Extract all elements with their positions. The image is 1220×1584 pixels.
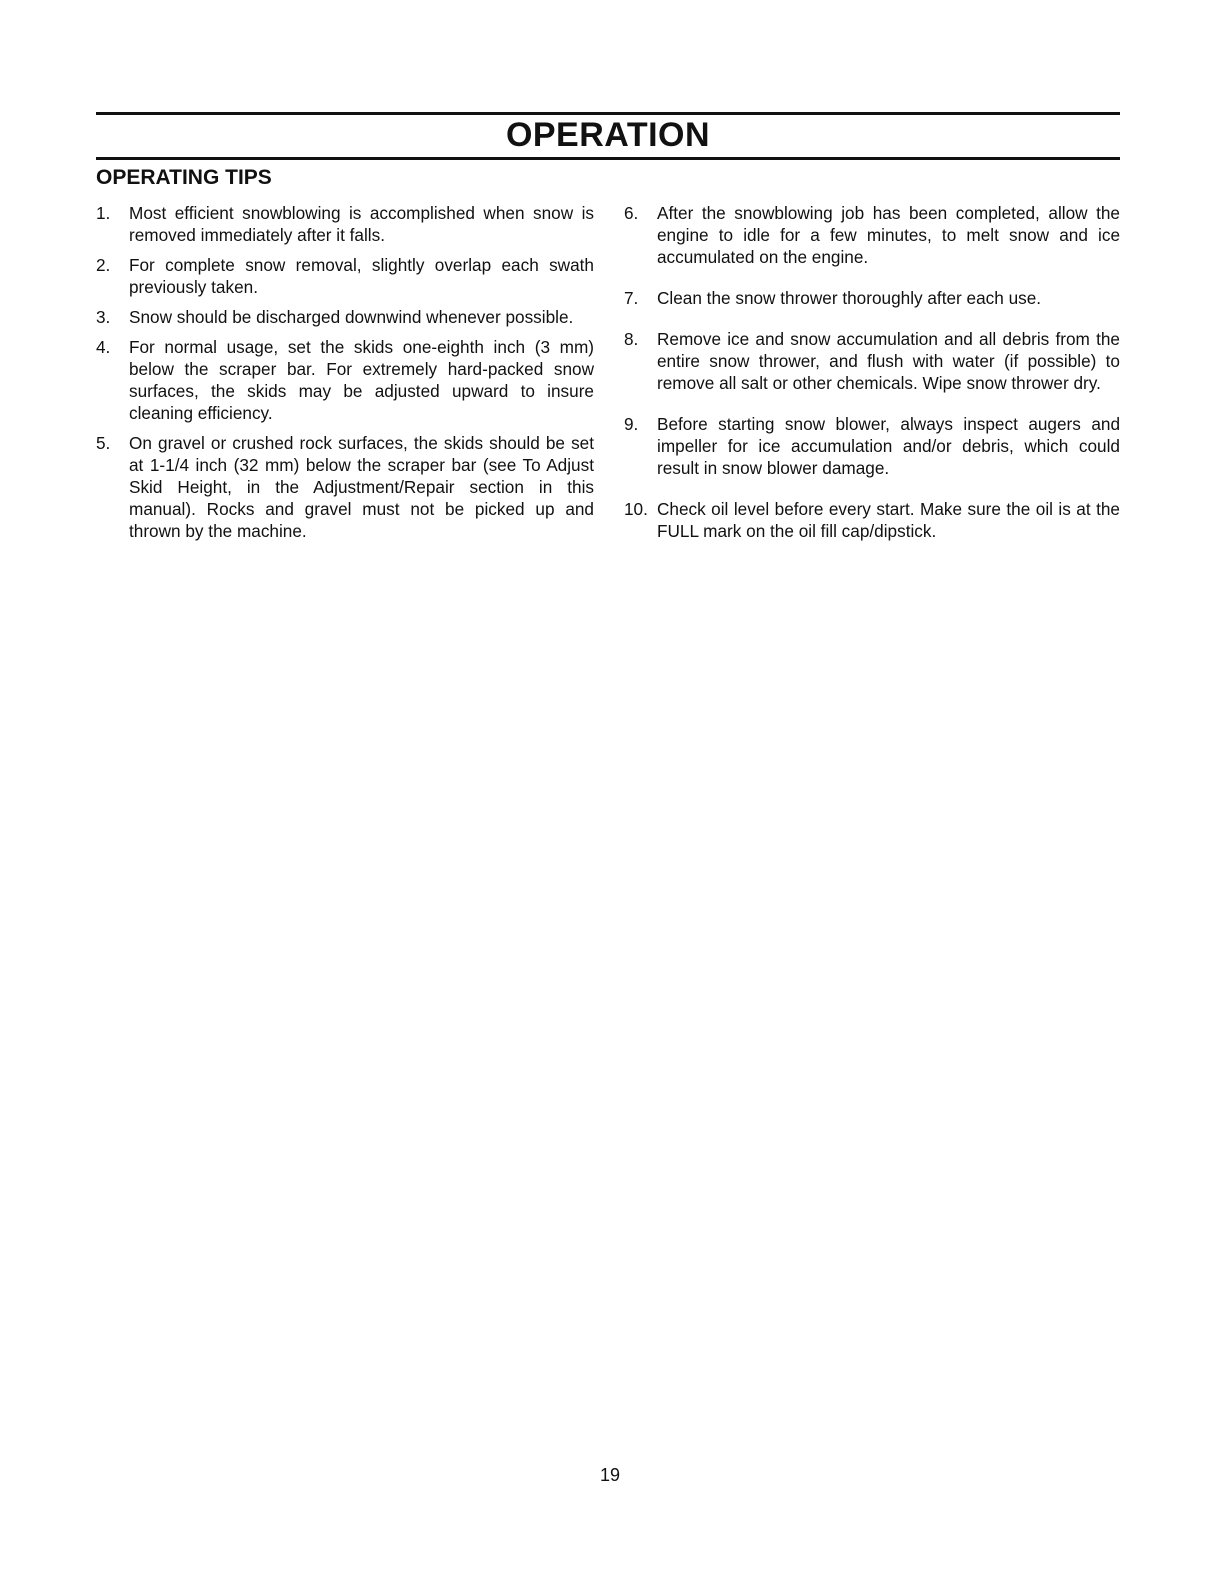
item-number: 7. <box>624 288 639 308</box>
list-item <box>96 306 594 328</box>
list-item <box>96 336 594 424</box>
subheading-operating-tips: OPERATING TIPS <box>96 166 272 189</box>
item-number: 5. <box>96 433 111 453</box>
section-title: OPERATION <box>505 116 711 154</box>
item-text: Check oil level before every start. Make sure the oil is at the FULL mark on the oil fill cap/dipstick. <box>657 499 1120 541</box>
tips-column-left <box>96 202 594 550</box>
item-number: 6. <box>624 203 639 223</box>
list-item <box>96 254 594 298</box>
header-rule-bottom <box>96 157 1120 160</box>
item-number: 9. <box>624 414 639 434</box>
item-text: For normal usage, set the skids one-eighth inch (3 mm) below the scraper bar. For extremely hard-packed snow surfaces, the skids may be adjusted upward to insure cleaning efficiency. <box>129 337 594 423</box>
item-text: Snow should be discharged downwind whenever possible. <box>129 307 574 327</box>
item-number: 4. <box>96 337 111 357</box>
item-text: Remove ice and snow accumulation and all debris from the entire snow thrower, and flush with water (if possible) to remove all salt or other chemicals. Wipe snow thrower dry. <box>657 329 1120 393</box>
item-number: 8. <box>624 329 639 349</box>
item-text: Most efficient snowblowing is accomplished when snow is removed immediately after it falls. <box>129 203 594 245</box>
list-item <box>96 432 594 542</box>
item-number: 1. <box>96 203 111 223</box>
list-item <box>624 287 1120 309</box>
tips-column-right <box>624 202 1120 561</box>
list-item <box>96 202 594 246</box>
item-number: 3. <box>96 307 111 327</box>
list-item <box>624 202 1120 268</box>
list-item <box>624 498 1120 542</box>
item-text: After the snowblowing job has been completed, allow the engine to idle for a few minutes, to melt snow and ice accumulated on the engine. <box>657 203 1120 267</box>
item-text: Before starting snow blower, always inspect augers and impeller for ice accumulation and/or debris, which could result in snow blower damage. <box>657 414 1120 478</box>
item-number: 10. <box>624 499 648 519</box>
list-item <box>624 328 1120 394</box>
item-text: Clean the snow thrower thoroughly after each use. <box>657 288 1042 308</box>
page-number: 19 <box>599 1465 621 1485</box>
item-number: 2. <box>96 255 111 275</box>
item-text: On gravel or crushed rock surfaces, the skids should be set at 1-1/4 inch (32 mm) below the scraper bar (see To Adjust Skid Height, in the Adjustment/Repair section in this manual). Rocks and gravel must not be picked up and thrown by the machine. <box>129 433 594 541</box>
item-text: For complete snow removal, slightly overlap each swath previously taken. <box>129 255 594 297</box>
list-item <box>624 413 1120 479</box>
